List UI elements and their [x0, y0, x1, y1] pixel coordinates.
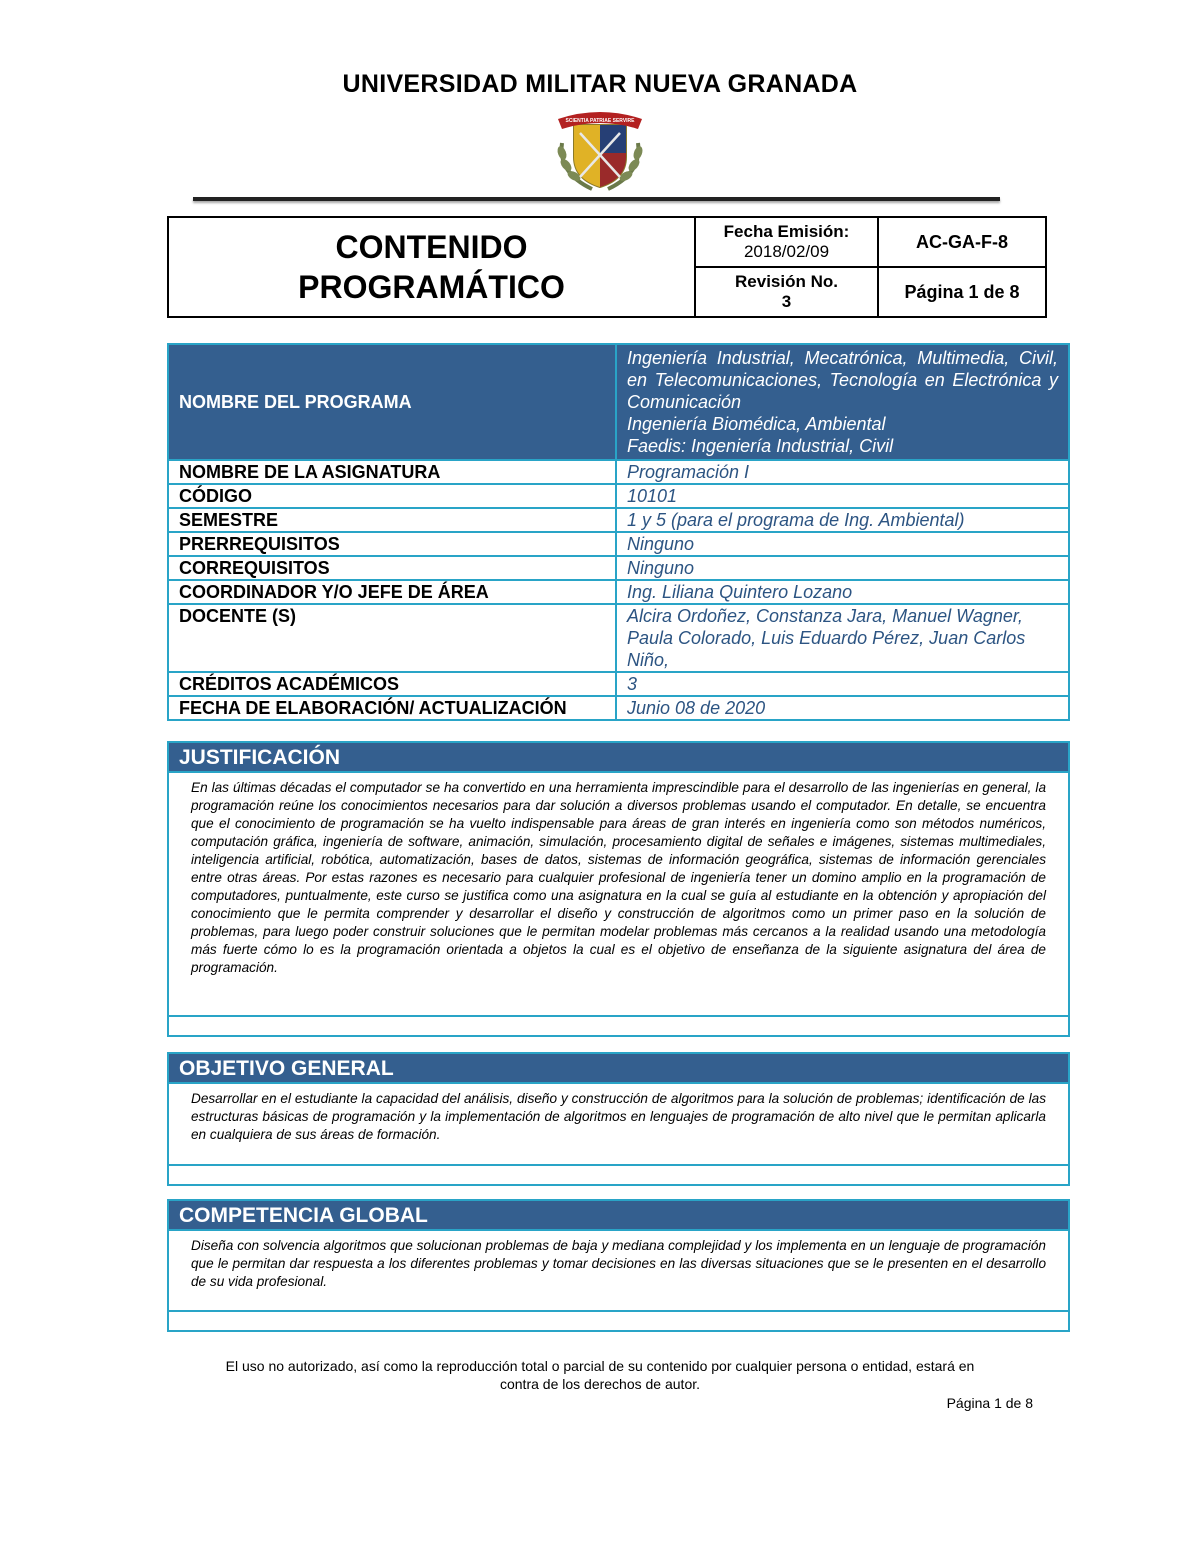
revision-cell [695, 267, 878, 317]
section-empty-row [169, 1164, 1068, 1184]
document-title-line1: CONTENIDO [335, 229, 528, 265]
program-label: NOMBRE DEL PROGRAMA [168, 344, 616, 460]
info-row-asignatura [168, 460, 1069, 484]
info-row-creditos [168, 672, 1069, 696]
page-indicator: Página 1 de 8 [878, 267, 1046, 317]
info-row-prerrequisitos [168, 532, 1069, 556]
info-value: 3 [616, 672, 1069, 696]
copyright-line1: El uso no autorizado, así como la reproducción total o parcial de su contenido por cualquier persona o entidad, estará en [225, 1358, 975, 1374]
issue-date-label: Fecha Emisión: [723, 222, 850, 241]
objetivo-section [167, 1052, 1070, 1186]
section-text: Diseña con solvencia algoritmos que solucionan problemas de baja y mediana complejidad y los implementa en un lenguaje de programación que le permitan dar respuesta a los diferentes problemas y tomar decisiones en las diversas situaciones que se le presenten en el desarrollo de su vida profesional. [191, 1238, 1046, 1289]
section-title: COMPETENCIA GLOBAL [169, 1201, 1068, 1231]
section-empty-row [169, 1015, 1068, 1035]
header-divider [193, 197, 1000, 201]
section-empty-row [169, 1310, 1068, 1330]
issue-date-value: 2018/02/09 [743, 242, 830, 261]
info-row-correquisitos [168, 556, 1069, 580]
document-code: AC-GA-F-8 [878, 217, 1046, 267]
university-crest-logo [540, 103, 660, 195]
document-title [168, 217, 695, 317]
info-row-fecha [168, 696, 1069, 720]
document-header-table [167, 216, 1047, 318]
justificacion-section [167, 741, 1070, 1037]
revision-label: Revisión No. [735, 272, 838, 291]
section-title: JUSTIFICACIÓN [169, 743, 1068, 773]
info-value: Programación I [616, 460, 1069, 484]
issue-date-cell [695, 217, 878, 267]
section-text: En las últimas décadas el computador se ha convertido en una herramienta imprescindible para el desarrollo de las ingenierías en general, la programación reúne los conocimientos necesarios para dar solución a diversos problemas usando el computador. En detalle, se encuentra que el conocimiento de programación se ha vuelto indispensable para áreas de gran interés en ingeniería como son métodos numéricos, computación gráfica, ingeniería de software, animación, simulación, procesamiento digital de señales e imágenes, sistemas multimediales, inteligencia artificial, robótica, automatización, bases de datos, sistemas de información geográfica, sistemas de información gerenciales entre otras áreas. Por estas razones es necesario para cualquier profesional de ingeniería tener un domino amplio en la programación de computadores, puntualmente, este curso se justifica como una asignatura en la cual se guía al estudiante en la obtención y apropiación del conocimiento que le permita comprender y desarrollar el diseño y construcción de algoritmos como un primer paso en la solución de problemas, para luego poder construir soluciones que le permitan modelar problemas más cercanos a la realidad usando una metodología más fuerte cómo lo es la programación orientada a objetos la cual es el objetivo de enseñanza de la siguiente asignatura del área de programación. [191, 780, 1046, 975]
document-title-line2: PROGRAMÁTICO [298, 269, 565, 305]
course-info-table [167, 343, 1070, 721]
info-value: Junio 08 de 2020 [616, 696, 1069, 720]
info-value: Ing. Liliana Quintero Lozano [616, 580, 1069, 604]
info-row-docentes [168, 604, 1069, 672]
info-value: 1 y 5 (para el programa de Ing. Ambiental) [616, 508, 1069, 532]
info-label: PRERREQUISITOS [168, 532, 616, 556]
footer-page-number: Página 1 de 8 [946, 1395, 1033, 1411]
section-title: OBJETIVO GENERAL [169, 1054, 1068, 1084]
info-label: COORDINADOR Y/O JEFE DE ÁREA [168, 580, 616, 604]
competencia-section [167, 1199, 1070, 1332]
info-label: DOCENTE (S) [168, 604, 616, 672]
program-value [616, 344, 1069, 460]
section-text: Desarrollar en el estudiante la capacidad del análisis, diseño y construcción de algoritmos para la solución de problemas; identificación de las estructuras básicas de programación y la implementación de algoritmos en lenguajes de programación de alto nivel que le permitan aplicarla en cualquiera de sus áreas de formación. [191, 1091, 1046, 1142]
program-line: Ingeniería Biomédica, Ambiental [627, 414, 886, 434]
info-row-coordinador [168, 580, 1069, 604]
info-label: FECHA DE ELABORACIÓN/ ACTUALIZACIÓN [168, 696, 616, 720]
info-value: Alcira Ordoñez, Constanza Jara, Manuel Wagner, Paula Colorado, Luis Eduardo Pérez, Juan Carlos Niño, [616, 604, 1069, 672]
revision-value: 3 [781, 292, 792, 311]
info-value: Ninguno [616, 532, 1069, 556]
copyright-notice [150, 1357, 1050, 1393]
university-name: UNIVERSIDAD MILITAR NUEVA GRANADA [342, 70, 858, 98]
info-row-codigo [168, 484, 1069, 508]
program-row [168, 344, 1069, 460]
info-row-semestre [168, 508, 1069, 532]
info-label: CRÉDITOS ACADÉMICOS [168, 672, 616, 696]
info-value: 10101 [616, 484, 1069, 508]
info-label: SEMESTRE [168, 508, 616, 532]
info-label: CÓDIGO [168, 484, 616, 508]
program-line: Faedis: Ingeniería Industrial, Civil [627, 436, 894, 456]
program-line: Ingeniería Industrial, Mecatrónica, Multimedia, Civil, en Telecomunicaciones, Tecnología en Electrónica y Comunicación [627, 348, 1058, 412]
info-label: CORREQUISITOS [168, 556, 616, 580]
info-label: NOMBRE DE LA ASIGNATURA [168, 460, 616, 484]
crest-motto: SCIENTIA PATRIAE SERVIRE [565, 118, 635, 124]
copyright-line2: contra de los derechos de autor. [499, 1376, 701, 1392]
info-value: Ninguno [616, 556, 1069, 580]
